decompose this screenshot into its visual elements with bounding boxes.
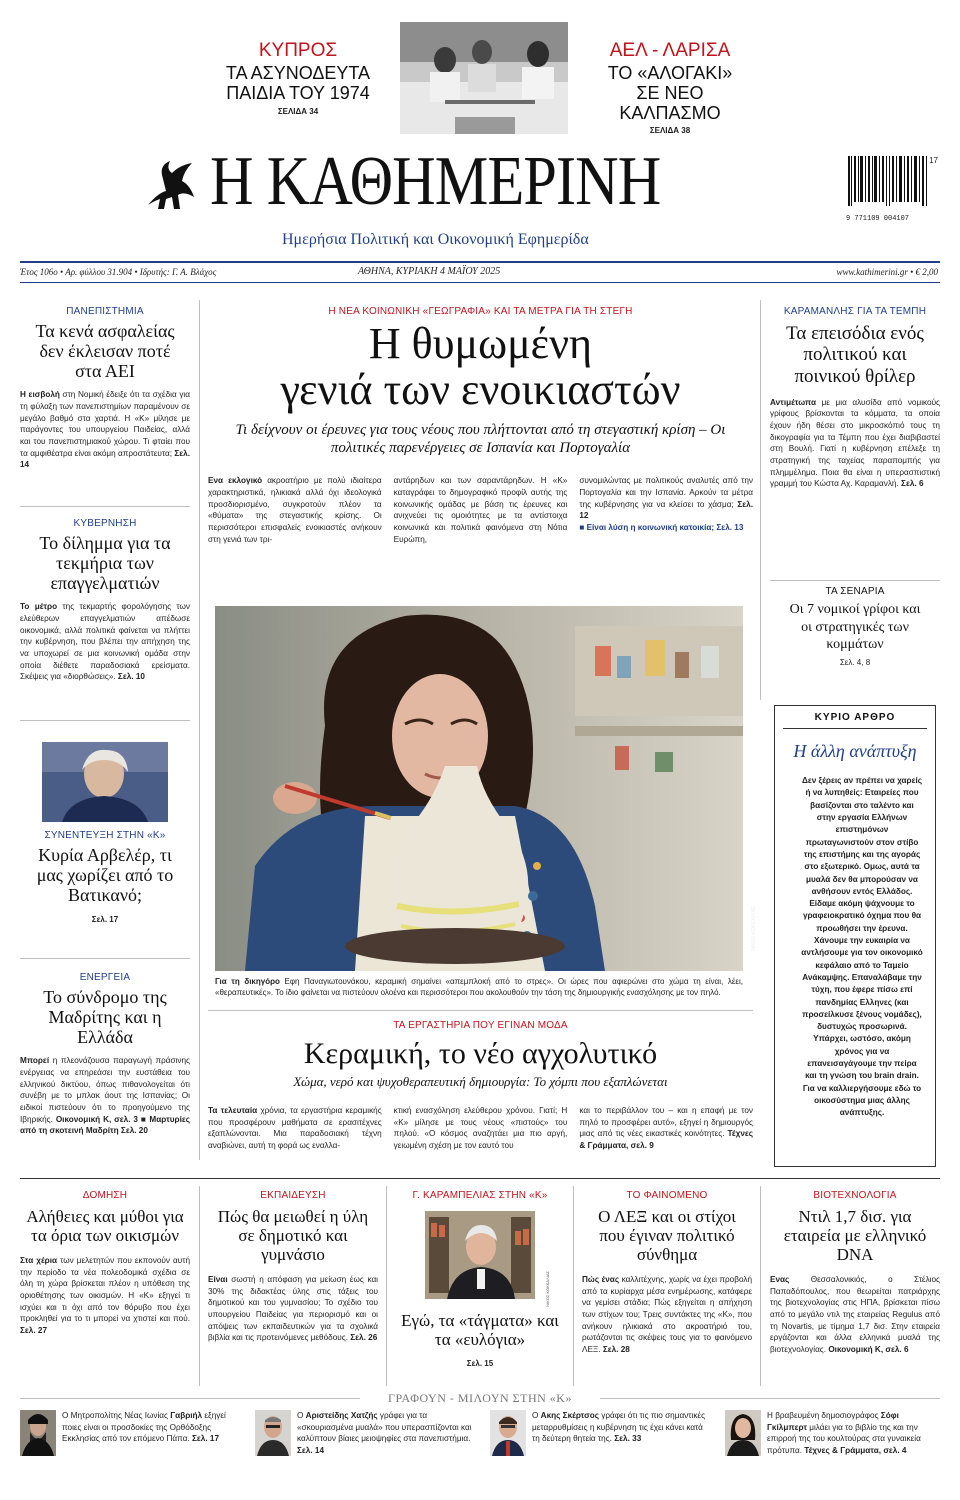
strip-item-gavriil[interactable] <box>20 1410 245 1490</box>
strip-text: Ο Αριστείδης Χατζής γράφει για τα «σκουριασμένα μυαλά» που υπερασπίζονται και καλύπτουν βίαιες μειοψηφίες στα πανεπιστήμια. Σελ. 14 <box>297 1411 472 1455</box>
article-universities[interactable] <box>20 306 190 471</box>
main-photo-caption: Για τη δικηγόρο Εφη Παναγιωτουνάκου, κεραμική σημαίνει «απεμπλοκή από το στρες». Οι ώρες που αφιερώνει στο χώμα τη είναι, λέει, «θεραπευτικές». Το ίδιο φαίνεται να πιστεύουν ολοένα και περισσότεροι που ακολουθούν την τάση της δημιουργικής ενασχόλησης με τον πηλό. <box>215 977 743 998</box>
bottom-article-karabelias[interactable] <box>395 1190 565 1368</box>
main-headline-line2: γενιά των ενοικιαστών <box>280 365 681 415</box>
top-teaser-left[interactable] <box>208 40 388 116</box>
article-kicker: ΒΙΟΤΕΧΝΟΛΟΓΙΑ <box>813 1190 897 1201</box>
barcode-number: 9 771109 004107 <box>846 215 910 223</box>
ceramics-kicker: ΤΑ ΕΡΓΑΣΤΗΡΙΑ ΠΟΥ ΕΓΙΝΑΝ ΜΟΔΑ <box>393 1020 568 1031</box>
article-tempi[interactable] <box>770 306 940 490</box>
article-headline: Το σύνδρομο της Μαδρίτης και η Ελλάδα <box>43 987 167 1048</box>
editorial-box[interactable] <box>774 705 936 1167</box>
article-headline: Πώς θα μειωθεί η ύλη σε δημοτικό και γυμνάσιο <box>217 1207 369 1265</box>
masthead-title: Η ΚΑΘΗΜΕΡΙΝΗ <box>210 143 661 220</box>
article-body: Αντιμέτωπα με μια αλυσίδα από νομικούς γρίφους βρίσκονται τα κόμματα, τα οποία έχουν ήδη θέσει στο μικροσκόπιό τους τη δικογραφία για τα Τέμπη που έχει διαβιβαστεί στη Βουλή. Γιατί η κυβέρνηση επέλεξε τη στρατηγική της ταχείας παραπομπής για πλημμέλημα. Ποια θα είναι η υπερασπιστική γραμμή του Κώστα Αχ. Καραμανλή. Σελ. 6 <box>770 397 940 489</box>
article-body: Στα χέρια των μελετητών που εκπονούν αυτή την περίοδο τα νέα πολεοδομικά σχέδια σε όλη τη χώρα βρίσκεται πλέον η υπόθεση της οριοθέτησης των οικισμών. Η «Κ» εξηγεί τι ισχύει και τι όχι από τον θόρυβο που έχει προκληθεί για το τι μπορεί να χτιστεί και πού. Σελ. 27 <box>20 1256 190 1335</box>
article-headline: Το δίλημμα για τα τεκμήρια των επαγγελματιών <box>39 533 171 594</box>
photo-credit: ΝΙΚΟΣ ΚΟΚΚΑΛΙΑΣ <box>751 906 757 951</box>
main-body-columns <box>208 475 753 545</box>
main-story[interactable] <box>208 306 753 545</box>
article-kicker: ΠΑΝΕΠΙΣΤΗΜΙΑ <box>66 306 144 317</box>
article-body: Πώς ένας καλλιτέχνης, χωρίς να έχει προβολή από τα κυρίαρχα μέσα ενημέρωσης, κατάφερε να γεμίσει στάδια; Πώς εξηγείται η απήχηση των στίχων του; Τρεις συντάκτες της «Κ», που ανήκουν ηλικιακά στο ακροατήριό του, ρωτάζονται τις σκέψεις τους για το φαινόμενο ΛΕΞ. Σελ. 28 <box>582 1275 752 1354</box>
ceramics-story[interactable] <box>208 1020 753 1152</box>
article-body: Ενας Θεσσαλονικιός, ο Στέλιος Παπαδόπουλος, που θεωρείται πατριάρχης της βιοτεχνολογίας στις ΗΠΑ, βρίσκεται πίσω από το μεγάλο ντιλ της εταιρείας Regulus από τη Novartis, με τίμημα 1,7 δισ. Στην εταιρεία εργάζονται και άλλα ελληνικά μυαλά της βιοτεχνολογίας. Οικονομική Κ, σελ. 6 <box>770 1275 940 1354</box>
bottom-article-lex[interactable] <box>582 1190 752 1356</box>
barcode <box>846 156 938 223</box>
ceramics-headline: Κεραμική, το νέο αγχολυτικό <box>303 1037 658 1070</box>
article-headline: Ντιλ 1,7 δισ. για εταιρεία με ελληνικό DNA <box>783 1207 927 1265</box>
article-ref: Οικονομική Κ, σελ. 3 ■ Μαρτυρίες από τη σκοτεινή Μαδρίτη Σελ. 20 <box>20 1114 190 1136</box>
article-energy[interactable] <box>20 972 190 1137</box>
teaser-kicker: ΚΥΠΡΟΣ <box>258 40 338 61</box>
bottom-article-building[interactable] <box>20 1190 190 1337</box>
strip-text: Ο Ακης Σκέρτσος γράφει ότι τις πιο σημαντικές μεταρρυθμίσεις η κυβέρνηση τις έχει κάνει κατά τη δεύτερη θητεία της. Σελ. 33 <box>532 1411 706 1444</box>
article-headline: Ο ΛΕΞ και οι στίχοι που έγιναν πολιτικό σύνθημα <box>598 1207 736 1265</box>
article-government[interactable] <box>20 518 190 683</box>
article-ref: Σελ. 6 <box>901 479 924 489</box>
main-body-col1: Ενα εκλογικό ακροατήριο με πολύ ιδιαίτερα χαρακτηριστικά, ηλικιακά αλλά όχι ιδεολογικά προσδιορισμένο, συγκροτούν πλέον τα «θύματα» της στεγαστικής κρίσης. Οι περισσότεροι επισφαλείς ενοικιαστές ανήκουν στη γενιά των τρι- <box>208 476 382 544</box>
article-kicker: ΔΟΜΗΣΗ <box>82 1190 128 1201</box>
article-kicker: ΣΥΝΕΝΤΕΥΞΗ ΣΤΗΝ «Κ» <box>44 830 166 841</box>
strip-text: Ο Μητροπολίτης Νέας Ιωνίας Γαβριήλ εξηγεί ποιες είναι οι προσδοκίες της Ορθόδοξης Εκκλησίας από τον επόμενο Πάπα. Σελ. 17 <box>62 1411 226 1444</box>
barcode-issue: 17 <box>929 156 938 165</box>
article-ref: Σελ. 17 <box>91 915 119 925</box>
ceramics-body-col2: κτική ενασχόληση ελεύθερου χρόνου. Γιατί; Η «Κ» μίλησε με τους νέους «πιστούς» του πηλού. «Ο κόσμος αναζητάει μια πιο αργή, γειωμένη σχέση με τον εαυτό του <box>393 1106 568 1151</box>
dateline-left: Έτος 106ο • Αρ. φύλλου 31.904 • Ιδρυτής: Γ. Α. Βλάχος <box>20 267 217 277</box>
article-kicker: ΤΟ ΦΑΙΝΟΜΕΝΟ <box>626 1190 708 1201</box>
article-body: Είναι σωστή η απόφαση για μείωση έως και 30% της διδακτέας ύλης στις τάξεις του δημοτικού και του γυμνασίου; Το σχέδιο του υπουργείου Παιδείας για περιορισμό και οι απόψεις των εκπαιδευτικών για τα σχολικά βιβλία και τις προτεινόμενες μεθόδους. Σελ. 26 <box>208 1275 378 1343</box>
article-headline: Κυρία Αρβελέρ, τι μας χωρίζει από το Βατικανό; <box>36 845 174 906</box>
editorial-body: Δεν ξέρεις αν πρέπει να χαρείς ή να λυπηθείς: Εταιρείες που βασίζονται στο ταλέντο και στην εργασία Ελλήνων επιστημόνων πρωταγωνιστούν στον στίβο της επιστήμης και της αγοράς στο εξωτερικό. Ομως, αυτά τα μυαλά δεν θα μπορούσαν να ανθήσουν εντός Ελλάδος. Είδαμε ακόμη ψάχνουμε το γραφειοκρατικό όχημα που θα προωθήσει την έρευνα. Χάνουμε την ευκαιρία να αντλήσουμε για τον οικονομικό κεφάλαιο από το Ταμείο Ανάκαμψης. Επαναλάβαμε την τύχη, που έφερε πίσω επί πανδημίας Ελληνες (και προσείλκυσε ξένους νομάδες), δυστυχώς προσωρινά. Υπάρχει, ωστόσο, ακόμη χρόνος για να επανεισαγάγουμε την πείρα και τη γνώση του brain drain. Για να καλλιεργήσουμε εδώ το οικοσύστημα μιας άλλης ανάπτυξης. <box>801 776 923 1118</box>
strip-item-hatzis[interactable] <box>255 1410 480 1490</box>
article-kicker: ΚΑΡΑΜΑΝΛΗΣ ΓΙΑ ΤΑ ΤΕΜΠΗ <box>783 306 927 317</box>
article-headline: Τα επεισόδια ενός πολιτικού και ποινικού θρίλερ <box>786 323 924 387</box>
dateline-right[interactable]: www.kathimerini.gr • € 2,00 <box>836 267 938 277</box>
article-arveler[interactable] <box>20 830 190 924</box>
ceramics-body-col3: και το περιβάλλον του – και η επαφή με τον πηλό το προσφέρει αυτό», εξηγεί η δημιουργός μιας από τις νέες εικαστικές κοινότητες. Τέχνες & Γράμματα, σελ. 9 <box>579 1106 754 1151</box>
article-body: Η εισβολή στη Νομική έδειξε ότι τα σχέδια για τη φύλαξη των πανεπιστημίων παραμένουν σε μεγάλο βαθμό στα χαρτιά. Η «Κ» μίλησε με παράγοντες του υπουργείου Παιδείας, αλλά και του πανεπιστημιακού χώρου. Τι φταίει που τα αμφιθέατρα είναι ακόμη απροστάτευτα; Σελ. 14 <box>20 390 190 470</box>
main-kicker: Η ΝΕΑ ΚΟΙΝΩΝΙΚΗ «ΓΕΩΓΡΑΦΙΑ» ΚΑΙ ΤΑ ΜΕΤΡΑ ΓΙΑ ΤΗ ΣΤΕΓΗ <box>328 306 633 317</box>
top-teaser-right[interactable] <box>580 40 760 135</box>
bottom-article-education[interactable] <box>208 1190 378 1344</box>
masthead-subtitle: Ημερήσια Πολιτική και Οικονομική Εφημερίδα <box>282 231 589 248</box>
bottom-article-biotech[interactable] <box>770 1190 940 1356</box>
article-headline: Εγώ, τα «τάγματα» και τα «ευλόγια» <box>401 1311 559 1350</box>
main-headline-line1: Η θυμωμένη <box>368 319 593 368</box>
article-headline: Τα κενά ασφαλείας δεν έκλεισαν ποτέ στα ΑΕΙ <box>35 321 175 382</box>
ceramics-deck: Χώμα, νερό και ψυχοθεραπευτική δημιουργία: Το χόμπι που εξαπλώνεται <box>293 1073 668 1089</box>
griffin-logo-icon <box>140 155 200 213</box>
masthead <box>0 143 960 260</box>
article-kicker: ΕΝΕΡΓΕΙΑ <box>79 972 131 983</box>
editorial-headline: Η άλλη ανάπτυξη <box>793 741 917 761</box>
avatar <box>490 1410 526 1456</box>
ceramics-body-col1: Τα τελευταία χρόνια, τα εργαστήρια κεραμικής που προσφέρουν μαθήματα σε ερασιτέχνες εξαπλώνονται. Μια παραδοσιακή τέχνη αναβιώνει, αυτή τη φορά ως εναλλα- <box>208 1106 382 1151</box>
avatar <box>725 1410 761 1456</box>
ceramics-body-columns <box>208 1105 753 1152</box>
article-ref: Σελ. 15 <box>466 1359 494 1369</box>
main-body-col2: αντάρηδων και των σαραντάρηδων. Η «Κ» καταγράφει το δημογραφικό προφίλ αυτής της κοινωνικής ομάδας με βάση τις έρευνες και ανιχνεύει τις ομοιότητες με τα αντίστοιχα κοινωνικά και πολιτικά φαινόμενα στη Νότια Ευρώπη, <box>393 476 568 544</box>
article-ref: Σελ. 4, 8 <box>839 657 871 667</box>
article-ref: Σελ. 28 <box>602 1344 630 1354</box>
top-teaser-photo <box>400 22 568 134</box>
teaser-headline: ΤΟ «ΑΛΟΓΑΚΙ» ΣΕ ΝΕΟ ΚΑΛΠΑΣΜΟ <box>607 63 733 123</box>
strip-title: ΓΡΑΦΟΥΝ - ΜΙΛΟΥΝ ΣΤΗΝ «Κ» <box>388 1391 572 1405</box>
teaser-ref: ΣΕΛΙΔΑ 38 <box>649 126 691 136</box>
editorial-kicker: ΚΥΡΙΟ ΑΡΘΡΟ <box>814 712 896 723</box>
article-body: Μπορεί η πλεονάζουσα παραγωγή πράσινης ενέργειας να επηρεάσει την ευστάθεια του ελληνικού δικτύου, όπως πιθανολογείται ότι συνέβη με το μπλακ άουτ της Ισπανίας; Οι ειδικοί πιστεύουν ότι το προηγούμενο της Ιβηρικής. Οικονομική Κ, σελ. 3 ■ Μαρτυρίες από τη σκοτεινή Μαδρίτη Σελ. 20 <box>20 1056 190 1136</box>
strip-item-skertsos[interactable] <box>490 1410 715 1490</box>
article-scenarios[interactable] <box>770 586 940 667</box>
avatar <box>20 1410 56 1456</box>
main-deck: Τι δείχνουν οι έρευνες για τους νέους που πλήττονται από τη στεγαστική κρίση – Οι πολιτικές παρενέργειες σε Ισπανία και Πορτογαλία <box>235 422 726 457</box>
article-body: Το μέτρο της τεκμαρτής φορολόγησης των ελεύθερων επαγγελματιών απέδωσε οικονομικά, αλλά πολιτικά φαίνεται να πλήττει την κυβέρνηση, που βλέπει την απήχηση της να υποχωρεί σε μια κοινωνική ομάδα στην οποία διέθετε παραδοσιακά ερείσματα. Σκέψεις για «διορθώσεις». Σελ. 10 <box>20 602 191 682</box>
article-kicker: ΚΥΒΕΡΝΗΣΗ <box>73 518 137 529</box>
dateline-center: ΑΘΗΝΑ, ΚΥΡΙΑΚΗ 4 ΜΑΪΟΥ 2025 <box>358 266 501 277</box>
main-related-link: ■ Είναι λύση η κοινωνική κατοικία; Σελ. 13 <box>579 522 744 532</box>
avatar <box>255 1410 291 1456</box>
main-body-col3: συνομιλώντας με πολιτικούς αναλυτές από την Πορτογαλία και την Ισπανία. Αρκούν τα μέτρα της κυβέρνησης για να κλείσει το χάσμα; Σελ. 12 ■ Είναι λύση η κοινωνική κατοικία; Σελ. 13 <box>579 476 754 532</box>
article-ref: Σελ. 26 <box>350 1333 378 1343</box>
article-ref: Σελ. 14 <box>20 448 190 470</box>
article-ref: Σελ. 27 <box>20 1325 48 1335</box>
article-kicker: ΕΚΠΑΙΔΕΥΣΗ <box>260 1190 326 1201</box>
article-headline: Οι 7 νομικοί γρίφοι και οι στρατηγικές των κομμάτων <box>789 602 921 652</box>
teaser-headline: ΤΑ ΑΣΥΝΟΔΕΥΤΑ ΠΑΙΔΙΑ ΤΟΥ 1974 <box>225 63 371 103</box>
article-ref: Σελ. 10 <box>117 672 145 682</box>
karabelias-portrait <box>425 1211 550 1307</box>
article-kicker: Γ. ΚΑΡΑΜΠΕΛΙΑΣ ΣΤΗΝ «Κ» <box>412 1190 548 1201</box>
strip-item-gilbert[interactable] <box>725 1410 940 1490</box>
main-photo-ceramics <box>215 606 757 971</box>
article-ref: Οικονομική Κ, σελ. 6 <box>828 1344 909 1354</box>
article-kicker: ΤΑ ΣΕΝΑΡΙΑ <box>825 586 885 597</box>
photo-credit: ΝΙΚΟΣ ΚΟΚΚΑΛΙΑΣ <box>545 1271 550 1307</box>
teaser-ref: ΣΕΛΙΔΑ 34 <box>277 106 319 116</box>
teaser-kicker: ΑΕΛ - ΛΑΡΙΣΑ <box>609 40 731 61</box>
arveler-portrait <box>42 742 168 822</box>
article-headline: Αλήθειες και μύθοι για τα όρια των οικισμών <box>26 1207 184 1246</box>
strip-text: Η βραβευμένη δημοσιογράφος Σόφι Γκίλμπερτ μιλάει για το βιβλίο της και την επιρροή της του κουλτούρας στα γυναικεία πρότυπα. Τέχνες & Γράμματα, σελ. 4 <box>767 1411 921 1455</box>
